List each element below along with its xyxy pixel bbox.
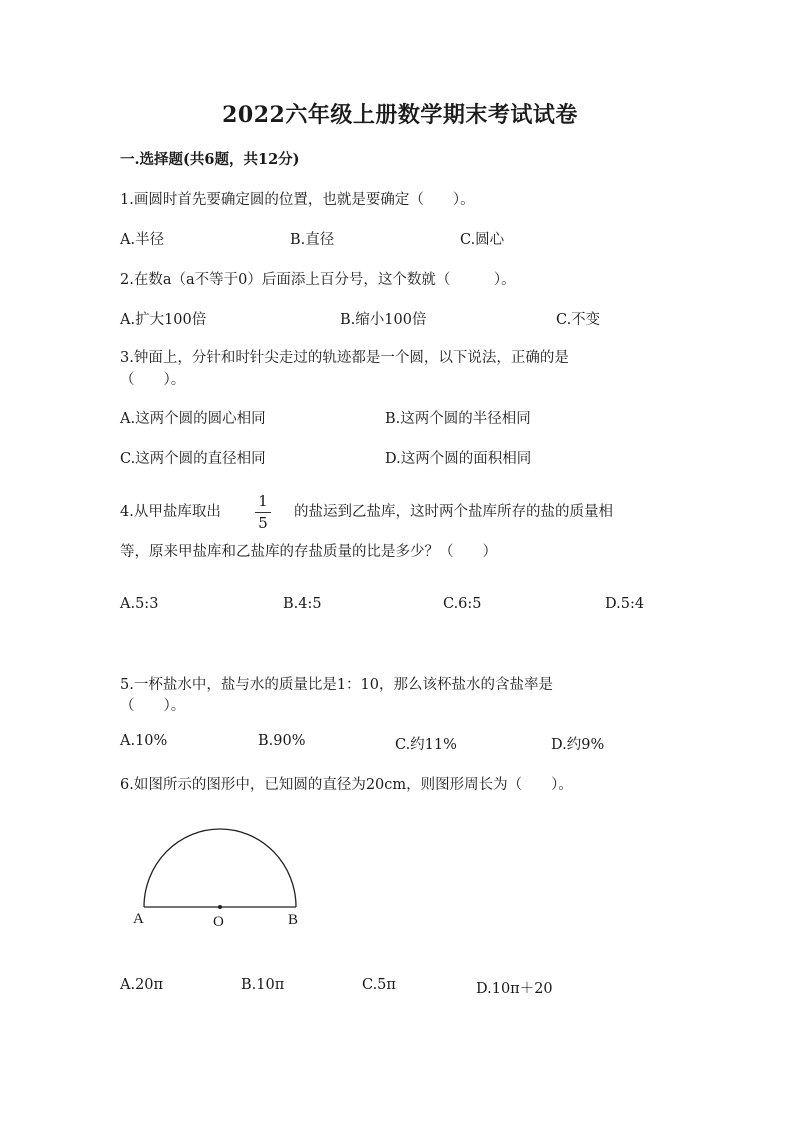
semicircle-arc <box>144 829 296 907</box>
label-point-o: O <box>213 914 224 930</box>
question-3-option-d[interactable]: D.这两个圆的面积相同 <box>385 451 532 467</box>
question-1-option-b[interactable]: B.直径 <box>290 232 335 248</box>
section-heading: 一.选择题(共6题，共12分) <box>120 151 300 168</box>
question-4-text-suffix: 的盐运到乙盐库，这时两个盐库所存的盐的质量相 <box>294 504 613 520</box>
question-6-option-d[interactable]: D.10π＋20 <box>476 981 553 997</box>
fraction-one-fifth <box>252 494 274 531</box>
question-6-option-c[interactable]: C.5π <box>362 977 396 993</box>
question-4-option-d[interactable]: D.5:4 <box>605 596 645 612</box>
question-2-option-b[interactable]: B.缩小100倍 <box>340 312 427 328</box>
question-5-option-a[interactable]: A.10% <box>120 733 168 749</box>
question-3-text-line1: 3.钟面上，分针和时针尖走过的轨迹都是一个圆，以下说法，正确的是 <box>120 350 569 366</box>
question-6-option-b[interactable]: B.10π <box>241 977 285 993</box>
question-3-option-a[interactable]: A.这两个圆的圆心相同 <box>120 411 266 427</box>
question-6-option-a[interactable]: A.20π <box>120 977 164 993</box>
question-2-text: 2.在数a（a不等于0）后面添上百分号，这个数就（ ）。 <box>120 272 516 288</box>
question-4-option-b[interactable]: B.4:5 <box>283 596 322 612</box>
question-3-option-b[interactable]: B.这两个圆的半径相同 <box>385 411 531 427</box>
question-3-option-c[interactable]: C.这两个圆的直径相同 <box>120 451 266 467</box>
question-5-option-d[interactable]: D.约9% <box>551 737 605 753</box>
question-4-option-a[interactable]: A.5:3 <box>120 596 159 612</box>
question-1-option-c[interactable]: C.圆心 <box>460 232 505 248</box>
question-5-text-line1: 5.一杯盐水中，盐与水的质量比是1：10，那么该杯盐水的含盐率是 <box>120 677 554 693</box>
question-5-option-c[interactable]: C.约11% <box>395 737 457 753</box>
question-1-text: 1.画圆时首先要确定圆的位置，也就是要确定（ ）。 <box>120 192 475 208</box>
question-4-text-line2: 等，原来甲盐库和乙盐库的存盐质量的比是多少？（ ） <box>120 544 497 560</box>
question-3-text-line2: （ ）。 <box>120 372 186 388</box>
question-4-text-prefix: 4.从甲盐库取出 <box>120 504 221 520</box>
question-5-text-line2: （ ）。 <box>120 698 186 714</box>
question-1-option-a[interactable]: A.半径 <box>120 232 165 248</box>
question-2-option-a[interactable]: A.扩大100倍 <box>120 312 207 328</box>
fraction-numerator: 1 <box>258 492 268 510</box>
page-title: 2022六年级上册数学期末考试试卷 <box>222 102 578 128</box>
question-4-option-c[interactable]: C.6:5 <box>443 596 482 612</box>
label-point-a: A <box>133 911 144 927</box>
question-6-text: 6.如图所示的图形中，已知圆的直径为20cm，则图形周长为（ ）。 <box>120 777 573 793</box>
center-point-o <box>218 905 222 909</box>
question-5-option-b[interactable]: B.90% <box>258 733 306 749</box>
fraction-denominator: 5 <box>258 514 268 532</box>
label-point-b: B <box>288 912 299 928</box>
question-2-option-c[interactable]: C.不变 <box>556 312 601 328</box>
